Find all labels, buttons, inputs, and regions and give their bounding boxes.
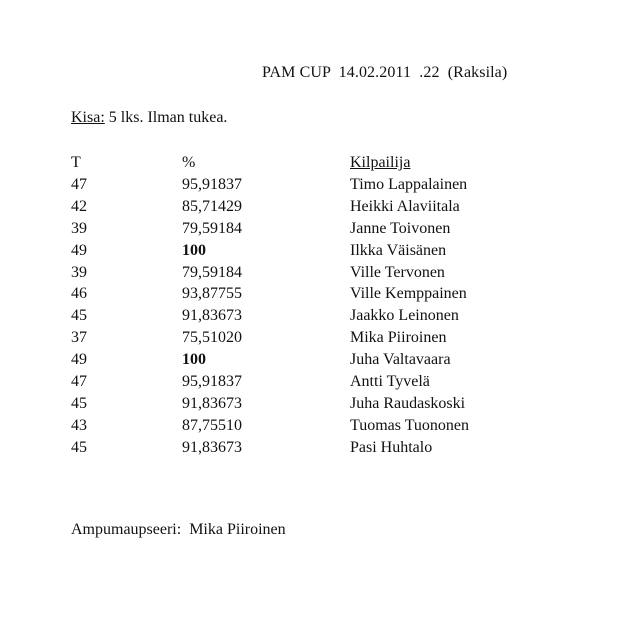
- results-table: [71, 152, 550, 459]
- competitor-cell: Timo Lappalainen: [350, 175, 468, 193]
- table-row: [71, 305, 550, 327]
- score-cell: 43: [71, 416, 87, 434]
- table-row: [71, 240, 550, 262]
- percent-cell: 79,59184: [182, 219, 242, 237]
- table-row: [71, 371, 550, 393]
- competitor-cell: Ilkka Väisänen: [350, 241, 447, 259]
- table-row: [71, 415, 550, 437]
- contest-label: Kisa:: [71, 109, 105, 126]
- table-row: [71, 262, 550, 284]
- percent-cell: 95,91837: [182, 175, 242, 193]
- score-cell: 39: [71, 263, 87, 281]
- document-title: PAM CUP 14.02.2011 .22 (Raksila): [262, 64, 508, 81]
- percent-cell: 91,83673: [182, 307, 242, 325]
- score-cell: 49: [71, 241, 87, 259]
- percent-cell: 75,51020: [182, 329, 242, 347]
- range-officer-label: Ampumaupseeri:: [71, 521, 182, 538]
- header-competitor: Kilpailija: [350, 154, 411, 171]
- percent-cell: 100: [182, 351, 206, 369]
- competitor-cell: Pasi Huhtalo: [350, 438, 433, 456]
- contest-line: [71, 109, 227, 127]
- score-cell: 45: [71, 394, 87, 412]
- percent-cell: 100: [182, 241, 206, 259]
- table-row: [71, 393, 550, 415]
- percent-cell: 95,91837: [182, 373, 242, 391]
- competitor-cell: Heikki Alaviitala: [350, 197, 460, 215]
- table-row: [71, 327, 550, 349]
- table-row: [71, 218, 550, 240]
- score-cell: 47: [71, 175, 87, 193]
- percent-cell: 85,71429: [182, 197, 242, 215]
- percent-cell: 91,83673: [182, 438, 242, 456]
- competitor-cell: Ville Kemppainen: [350, 285, 467, 303]
- percent-cell: 91,83673: [182, 394, 242, 412]
- percent-cell: 79,59184: [182, 263, 242, 281]
- score-cell: 37: [71, 329, 87, 347]
- table-row: [71, 437, 550, 459]
- score-cell: 39: [71, 219, 87, 237]
- table-row: [71, 174, 550, 196]
- competitor-cell: Tuomas Tuononen: [350, 416, 470, 434]
- contest-description: 5 lks. Ilman tukea.: [104, 109, 228, 126]
- competitor-cell: Juha Raudaskoski: [350, 394, 466, 412]
- percent-cell: 87,75510: [182, 416, 242, 434]
- results-body: [71, 174, 550, 459]
- header-percent: %: [182, 154, 196, 171]
- score-cell: 45: [71, 438, 87, 456]
- range-officer-line: [71, 521, 286, 539]
- competitor-cell: Antti Tyvelä: [350, 373, 430, 391]
- table-row: [71, 283, 550, 305]
- competitor-cell: Juha Valtavaara: [350, 351, 451, 369]
- score-cell: 45: [71, 307, 87, 325]
- competitor-cell: Ville Tervonen: [350, 263, 445, 281]
- results-header-row: [71, 152, 550, 174]
- percent-cell: 93,87755: [182, 285, 242, 303]
- table-row: [71, 196, 550, 218]
- score-cell: 49: [71, 351, 87, 369]
- header-score: T: [71, 154, 81, 171]
- table-row: [71, 349, 550, 371]
- competitor-cell: Jaakko Leinonen: [350, 307, 459, 325]
- competitor-cell: Janne Toivonen: [350, 219, 451, 237]
- score-cell: 46: [71, 285, 87, 303]
- score-cell: 47: [71, 373, 87, 391]
- competitor-cell: Mika Piiroinen: [350, 329, 447, 347]
- range-officer-name: Mika Piiroinen: [181, 521, 286, 538]
- score-cell: 42: [71, 197, 87, 215]
